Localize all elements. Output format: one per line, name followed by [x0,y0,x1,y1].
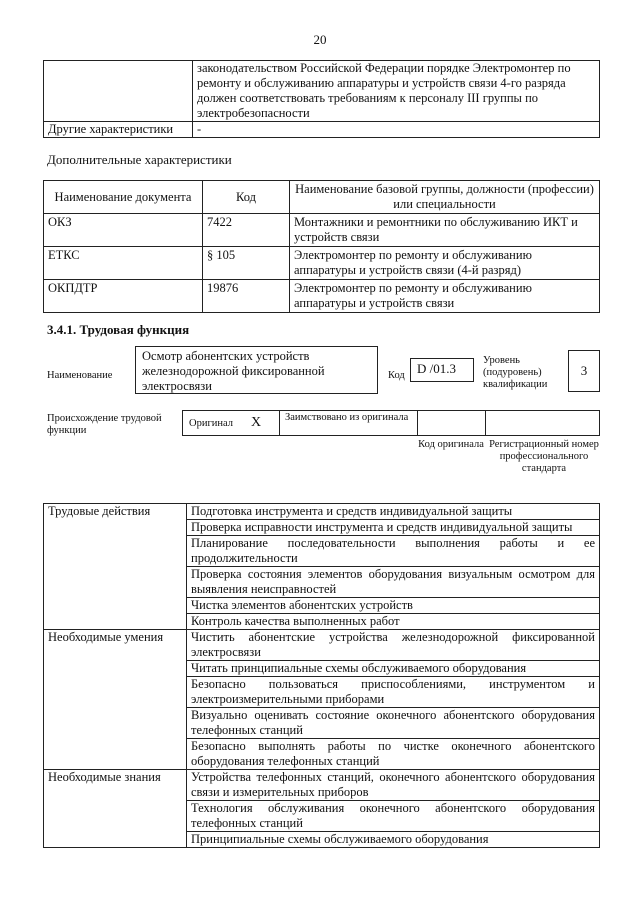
list-item: Безопасно пользоваться приспособлениями, инструментом и электроизмерительными приборами [187,677,600,708]
table-row [44,504,600,520]
code-label: Код [388,370,405,381]
list-item: Визуально оценивать состояние оконечного абонентского оборудования телефонных станций [187,708,600,739]
column-header: Наименование документа [44,181,203,214]
column-header: Наименование базовой группы, должности (профессии) или специальности [290,181,600,214]
table-cell: Другие характеристики [44,122,193,138]
table-cell: - [193,122,600,138]
column-header: Код [203,181,290,214]
function-heading: 3.4.1. Трудовая функция [47,322,190,337]
section-label: Трудовые действия [44,504,187,630]
list-item: Читать принципиальные схемы обслуживаемого оборудования [187,661,600,677]
table-row [44,770,600,801]
table-cell: законодательством Российской Федерации порядке Электромонтер по ремонту и обслуживанию аппаратуры и устройств связи 4-го разряда должен соответствовать требованиям к персоналу III группы по электробезопасности [193,61,600,122]
list-item: Проверка исправности инструмента и средств индивидуальной защиты [187,520,600,536]
list-item: Безопасно выполнять работы по чистке оконечного абонентского оборудования телефонных станций [187,739,600,770]
function-code-box: D /01.3 [410,358,474,382]
section-heading: Дополнительные характеристики [47,152,232,167]
borrowed-label: Заимствовано из оригинала [285,412,409,423]
function-details-table [43,503,600,848]
table-cell: Электромонтер по ремонту и обслуживанию аппаратуры и устройств связи [290,280,600,313]
table-cell: § 105 [203,247,290,280]
table-row [44,280,600,313]
table-row [44,122,600,138]
list-item: Планирование последовательности выполнения работы и ее продолжительности [187,536,600,567]
divider [279,411,280,435]
list-item: Чистка элементов абонентских устройств [187,598,600,614]
table-cell: Электромонтер по ремонту и обслуживанию аппаратуры и устройств связи (4-й разряд) [290,247,600,280]
additional-characteristics-table [43,180,600,313]
list-item: Устройства телефонных станций, оконечного абонентского оборудования связи и измерительных приборов [187,770,600,801]
page-number: 20 [313,32,327,47]
original-label: Оригинал [189,418,233,429]
table-row [44,61,600,122]
table-row [44,214,600,247]
list-item: Чистить абонентские устройства железнодорожной фиксированной электросвязи [187,630,600,661]
origin-label: Происхождение трудовой функции [47,413,162,436]
list-item: Подготовка инструмента и средств индивидуальной защиты [187,504,600,520]
section-label: Необходимые знания [44,770,187,848]
list-item: Технология обслуживания оконечного абонентского оборудования телефонных станций [187,801,600,832]
table-row [44,247,600,280]
table-cell: Монтажники и ремонтники по обслуживанию ИКТ и устройств связи [290,214,600,247]
table-row [44,630,600,661]
requirements-table [43,60,600,138]
table-cell: 19876 [203,280,290,313]
table-cell [44,61,193,122]
table-header-row [44,181,600,214]
origin-row [182,410,600,436]
list-item: Принципиальные схемы обслуживаемого оборудования [187,832,600,848]
original-mark: X [251,415,262,430]
list-item: Проверка состояния элементов оборудования визуальным осмотром для выявления неисправностей [187,567,600,598]
divider [485,411,486,435]
level-box: 3 [568,350,600,392]
original-code-caption: Код оригинала [418,439,484,450]
list-item: Контроль качества выполненных работ [187,614,600,630]
level-label: Уровень (подуровень) квалификации [483,355,548,390]
table-cell: ЕТКС [44,247,203,280]
divider [417,411,418,435]
registration-number-caption: Регистрационный номер профессионального стандарта [489,439,599,474]
function-name-box: Осмотр абонентских устройств железнодорожной фиксированной электросвязи [135,346,378,394]
table-cell: 7422 [203,214,290,247]
name-label: Наименование [47,370,113,381]
table-cell: ОКПДТР [44,280,203,313]
section-label: Необходимые умения [44,630,187,770]
table-cell: ОКЗ [44,214,203,247]
